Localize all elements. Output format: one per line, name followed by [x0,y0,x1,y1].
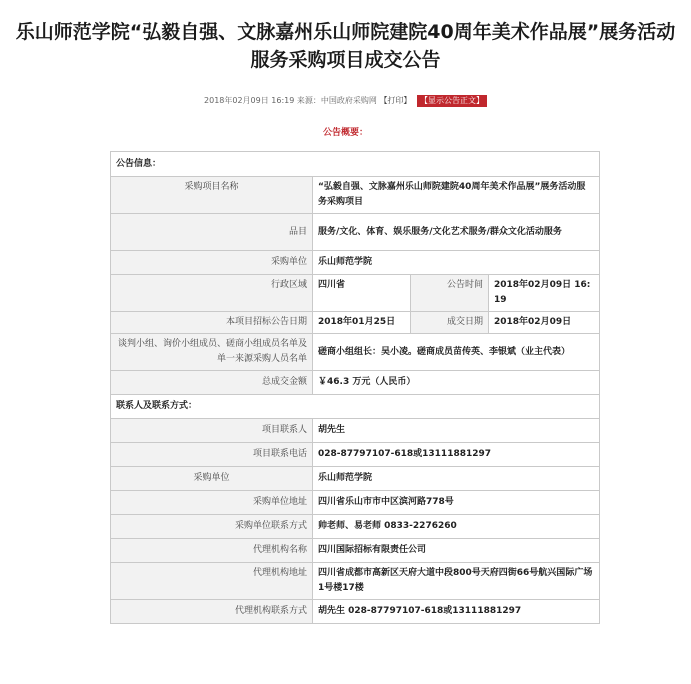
table-row [111,443,600,467]
agency-phone-value: 胡先生 028-87797107-618或13111881297 [313,600,600,624]
table-row [111,312,600,334]
amount-label: 总成交金额 [111,371,313,395]
table-row [111,152,600,177]
buyer-value: 乐山师范学院 [313,251,600,275]
tender-date-label: 本项目招标公告日期 [111,312,313,334]
meta-line [0,95,691,107]
announce-time-label: 公告时间 [411,275,489,312]
table-row [111,563,600,600]
table-row [111,467,600,491]
table-row [111,177,600,214]
agency-address-label: 代理机构地址 [111,563,313,600]
table-row [111,600,600,624]
show-full-text-button[interactable]: 【显示公告正文】 [417,95,487,107]
item-label: 品目 [111,214,313,251]
publish-date: 2018年02月09日 16:19 [204,96,295,105]
table-row [111,275,600,312]
contact-buyer-value: 乐山师范学院 [313,467,600,491]
print-link[interactable]: 【打印】 [379,96,412,105]
buyer-label: 采购单位 [111,251,313,275]
table-row [111,334,600,371]
buyer-address-value: 四川省乐山市市中区滨河路778号 [313,491,600,515]
region-label: 行政区域 [111,275,313,312]
summary-heading: 公告概要： [322,128,368,138]
table-row [111,371,600,395]
page-title-line2: 服务采购项目成交公告 [250,49,441,71]
agency-name-value: 四川国际招标有限责任公司 [313,539,600,563]
table-row [111,539,600,563]
section-contact-heading: 联系人及联系方式： [111,395,600,419]
contact-person-label: 项目联系人 [111,419,313,443]
tender-date-value: 2018年01月25日 [313,312,411,334]
section-info-heading: 公告信息： [111,152,600,177]
buyer-address-label: 采购单位地址 [111,491,313,515]
announce-time-value: 2018年02月09日 16:19 [489,275,600,312]
project-name-label: 采购项目名称 [111,177,313,214]
source-text: 来源：中国政府采购网 [296,96,377,105]
buyer-phone-value: 帅老师、易老师 0833-2276260 [313,515,600,539]
table-row [111,251,600,275]
announcement-table [110,151,600,624]
contact-phone-value: 028-87797107-618或13111881297 [313,443,600,467]
agency-address-value: 四川省成都市高新区天府大道中段800号天府四街66号航兴国际广场1号楼17楼 [313,563,600,600]
contact-buyer-label: 采购单位 [111,467,313,491]
contact-phone-label: 项目联系电话 [111,443,313,467]
panel-value: 磋商小组组长：吴小凌。磋商成员苗传英、李银斌（业主代表） [313,334,600,371]
table-row [111,515,600,539]
table-row [111,214,600,251]
deal-date-value: 2018年02月09日 [489,312,600,334]
panel-label: 谈判小组、询价小组成员、磋商小组成员名单及单一来源采购人员名单 [111,334,313,371]
page-title-line1: 乐山师范学院“弘毅自强、文脉嘉州乐山师院建院40周年美术作品展”展务活动 [15,21,676,43]
table-row [111,419,600,443]
region-value: 四川省 [313,275,411,312]
page-title [0,18,691,74]
deal-date-label: 成交日期 [411,312,489,334]
amount-value: ￥46.3 万元（人民币） [313,371,600,395]
table-row [111,491,600,515]
project-name-value: “弘毅自强、文脉嘉州乐山师院建院40周年美术作品展”展务活动服务采购项目 [313,177,600,214]
contact-person-value: 胡先生 [313,419,600,443]
agency-phone-label: 代理机构联系方式 [111,600,313,624]
agency-name-label: 代理机构名称 [111,539,313,563]
item-value: 服务/文化、体育、娱乐服务/文化艺术服务/群众文化活动服务 [313,214,600,251]
table-row [111,395,600,419]
buyer-phone-label: 采购单位联系方式 [111,515,313,539]
